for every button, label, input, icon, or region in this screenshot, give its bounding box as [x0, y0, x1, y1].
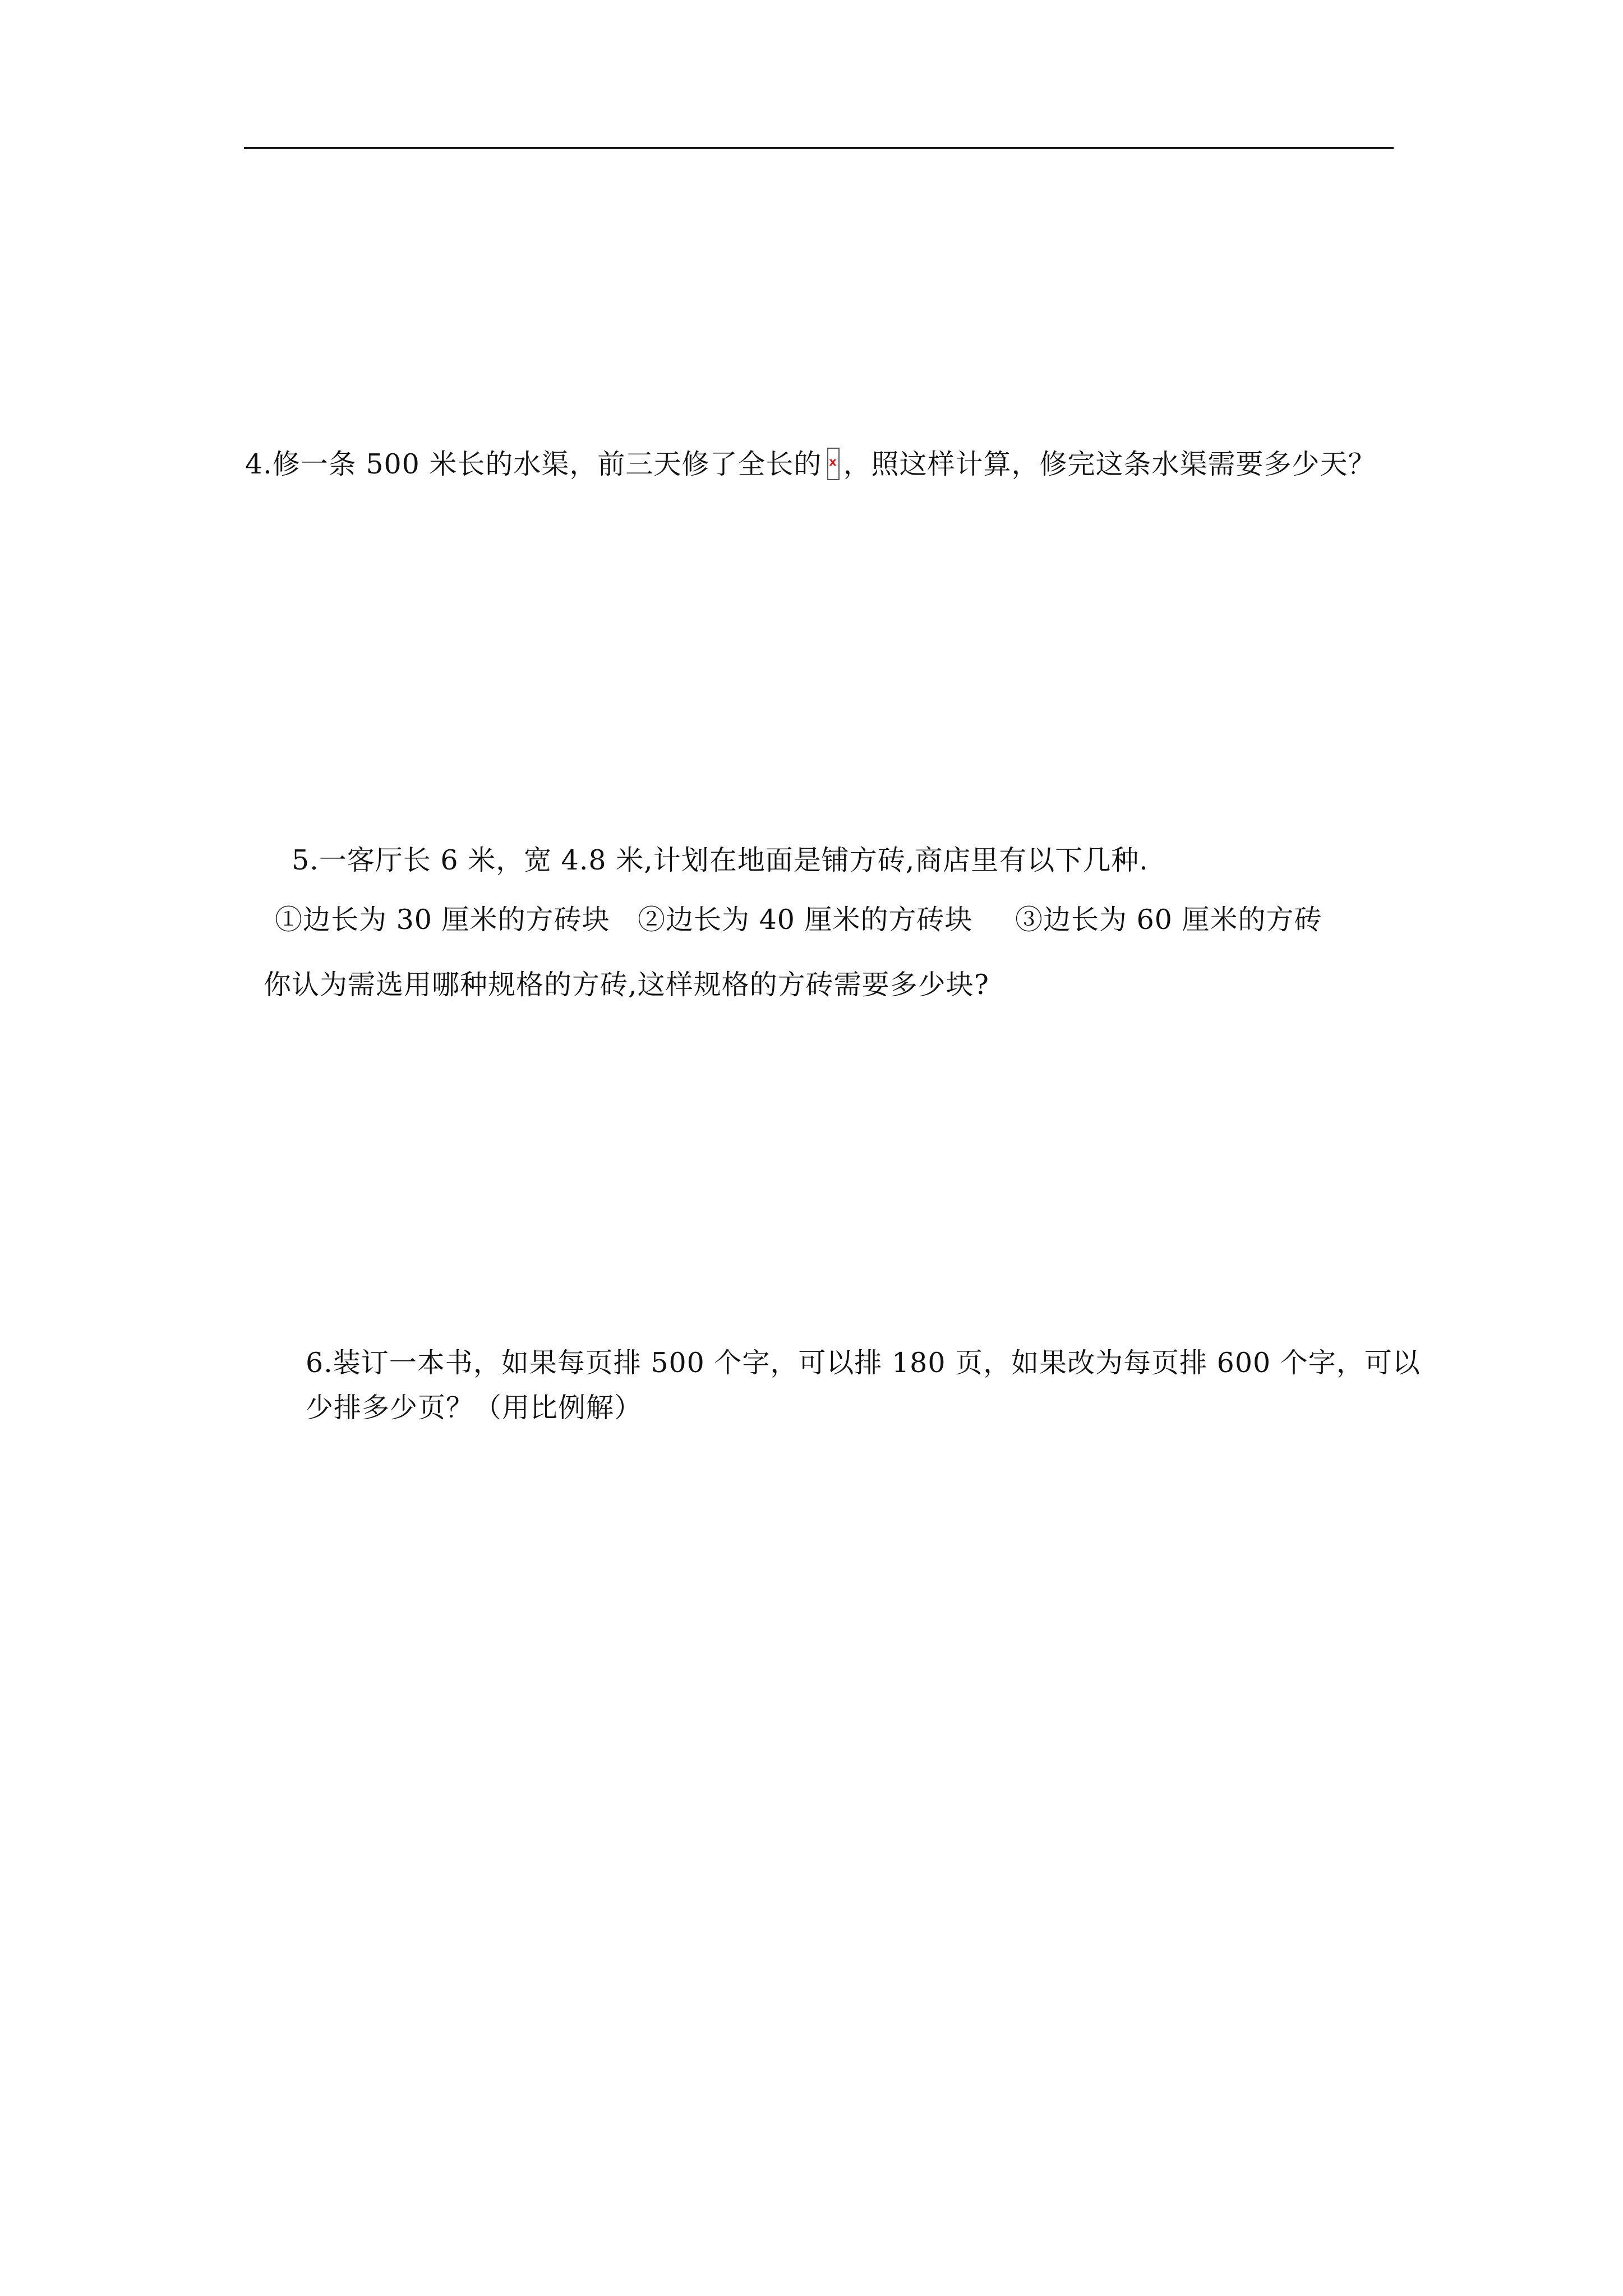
- question-5-line-1: 5.一客厅长 6 米，宽 4.8 米,计划在地面是铺方砖,商店里有以下几种.: [292, 844, 1149, 876]
- question-5-line-3: 你认为需选用哪种规格的方砖,这样规格的方砖需要多少块?: [264, 969, 989, 1001]
- question-4: [245, 448, 1376, 481]
- question-4-text-before: 4.修一条 500 米长的水渠，前三天修了全长的: [245, 448, 822, 480]
- broken-image-icon: x: [827, 448, 840, 480]
- question-5-option-3: ③边长为 60 厘米的方砖: [1015, 904, 1322, 936]
- question-5-option-2: ②边长为 40 厘米的方砖块: [638, 904, 973, 936]
- header-rule: [244, 147, 1394, 149]
- question-6-line-2: 少排多少页？（用比例解）: [306, 1392, 643, 1424]
- question-6-line-1: 6.装订一本书，如果每页排 500 个字，可以排 180 页，如果改为每页排 600 个字，可以: [306, 1347, 1421, 1379]
- question-4-text-after: ，照这样计算，修完这条水渠需要多少天？: [843, 448, 1376, 480]
- question-5-option-1: ①边长为 30 厘米的方砖块: [275, 904, 610, 936]
